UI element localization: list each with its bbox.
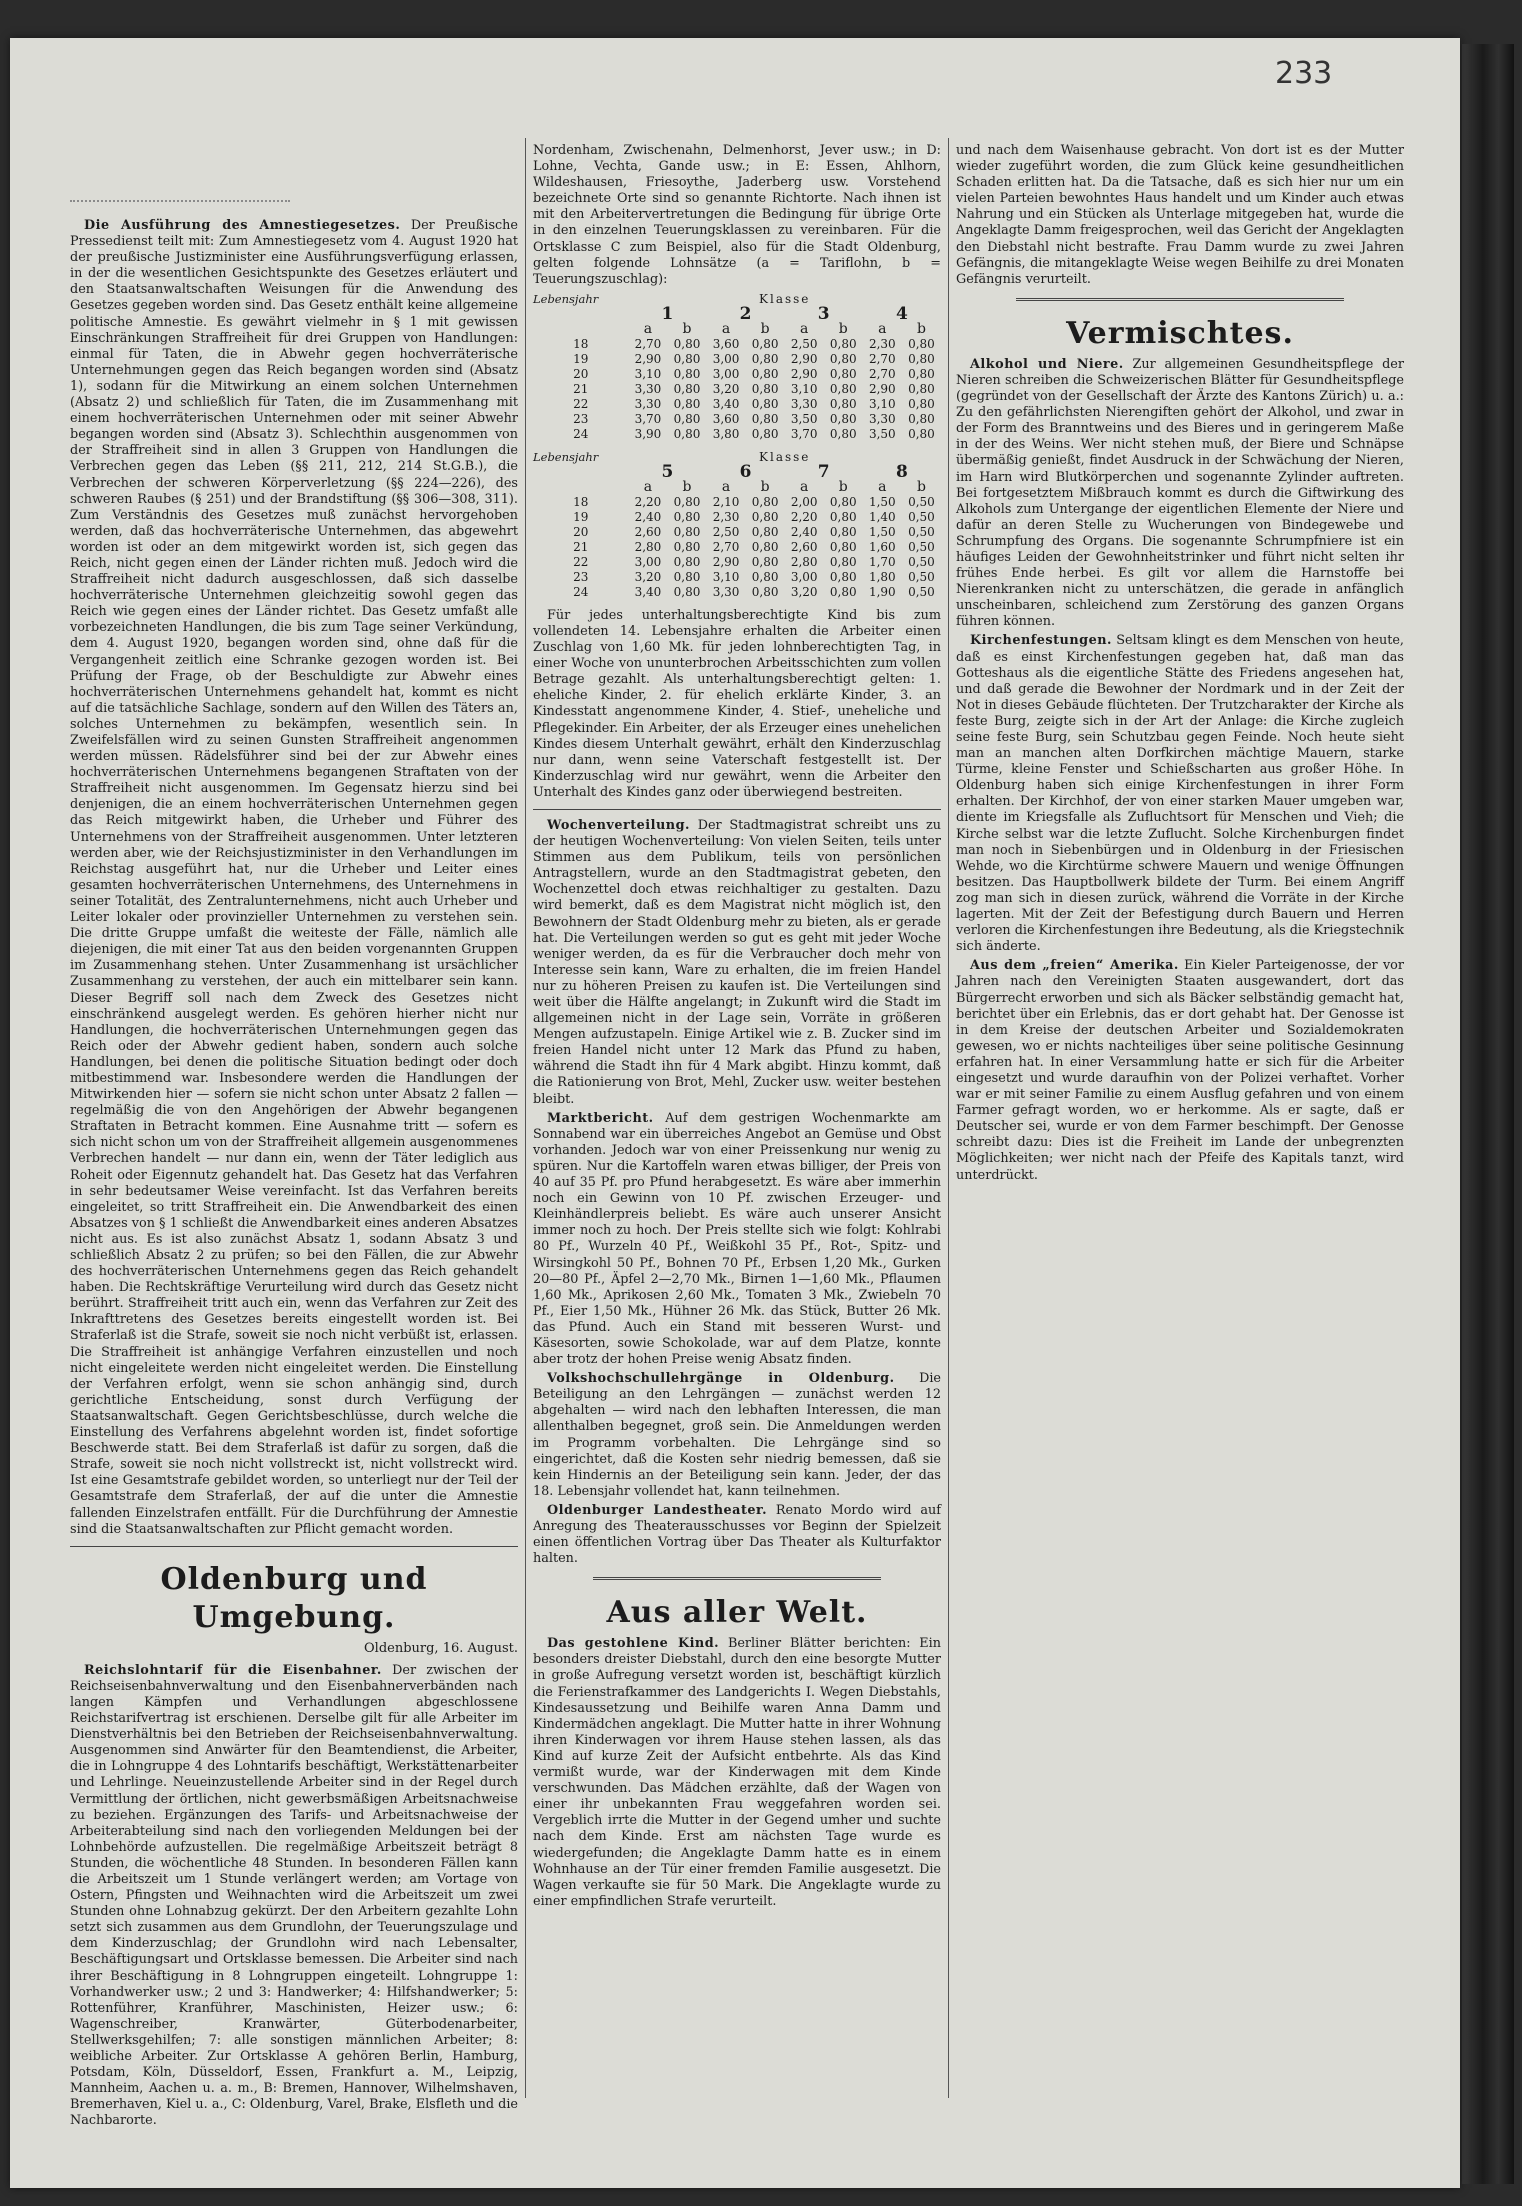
table-cell: 3,00 [712,351,740,366]
table-cell: 0,80 [829,351,857,366]
table-cell: 0,80 [751,509,779,524]
table-ab-header: a [643,478,653,495]
table-cell: 3,70 [634,411,662,426]
article-text: Der zwischen der Reichseisenbahnverwaltung und den Eisenbahnerverbänden nach langen Kämpfen und Verhandlungen abgeschlossene Reichstarifvertrag ist erschienen. Derselbe gilt für alle Arbeiter im Dienstverhältnis bei den Betrieben der Reichseisenbahnverwaltung. Ausgenommen sind Anwärter für den Beamtendienst, die Arbeiter, die in Lohngruppe 4 des Lohntarifs beschäftigt, Werkstättenarbeiter und Lehrlinge. Neueinzustellende Arbeiter sind in der Regel durch Vermittlung der örtlichen, nicht gewerbsmäßigen Arbeitsnachweise zu beziehen. Ergänzungen des Tarifs- und Arbeitsnachweise der Arbeiterabteilung sind nach den vorliegenden Meldungen bei der Lohnbehörde aufzustellen. Die regelmäßige Arbeitszeit beträgt 8 Stunden, die wöchentliche 48 Stunden. In besonderen Fällen kann die Arbeitszeit um 1 Stunde verlängert werden; am Vortage von Ostern, Pfingsten und Weihnachten wird die Arbeitszeit um zwei Stunden ohne Lohnabzug gekürzt. Der den Arbeitern gezahlte Lohn setzt sich zusammen aus dem Grundlohn, der Teuerungszulage und dem Kinderzuschlag; der Grundlohn wird nach Lebensalter, Beschäftigungsart und Ortsklasse bemessen. Die Arbeiter sind nach ihrer Beschäftigung in 8 Lohngruppen eingeteilt. Lohngruppe 1: Vorhandwerker usw.; 2 und 3: Handwerker; 4: Hilfshandwerker; 5: Rottenführer, Kranführer, Maschinisten, Heizer usw.; 6: Wagenschreiber, Kranwärter, Güterbodenarbeiter, Stellwerksgehilfen; 7: alle sonstigen männlichen Arbeiter; 8: weibliche Arbeiter. Zur Ortsklasse A gehören Berlin, Hamburg, Potsdam, Köln, Düsseldorf, Essen, Frankfurt a. M., Leipzig, Mannheim, Aachen u. a. m., B: Bremen, Hannover, Wilhelmshaven, Bremerhaven, Kiel u. a., C: Oldenburg, Varel, Brake, Elsfleth und die Nachbarorte. [70,1662,518,2129]
table-row [533,382,941,397]
table-cell: 0,80 [829,584,857,599]
table-cell: 2,10 [712,494,740,509]
table-cell: 2,00 [790,494,818,509]
column-rule [948,138,949,2098]
table-cell: 21 [573,539,589,554]
table-cell: 0,80 [829,381,857,396]
article-lohntarif [70,1663,518,2130]
table-cell: 20 [573,524,589,539]
table-row [533,412,941,427]
table-ab-header: b [916,320,926,337]
table-cell: 3,00 [790,569,818,584]
table-cell: 0,80 [829,494,857,509]
table-row [533,585,941,600]
table-cell: 0,80 [751,554,779,569]
table-row [533,570,941,585]
table-cell: 0,80 [829,554,857,569]
table-cell: 0,80 [829,569,857,584]
table-ab-header: b [838,320,848,337]
table-cell: 0,80 [673,396,701,411]
table-cell: 1,80 [868,569,896,584]
table-cell: 19 [573,351,589,366]
table-label: Lebensjahr [533,449,599,464]
table-cell: 1,40 [868,509,896,524]
article-marktbericht [533,1111,941,1369]
table-cell: 0,80 [751,336,779,351]
table-cell: 0,80 [673,426,701,441]
table-cell: 0,80 [673,351,701,366]
table-cell: 0,80 [751,396,779,411]
table-cell: 0,80 [908,426,935,441]
table-cell: 0,80 [751,426,779,441]
divider [593,1577,881,1580]
table-cell: 18 [573,336,589,351]
table-cell: 0,80 [673,569,701,584]
article-lead: Aus dem „freien“ Amerika. [970,958,1179,974]
article-lead: Oldenburger Landestheater. [547,1502,768,1518]
article-volkshochschule [533,1371,941,1500]
table-cell: 2,40 [634,509,662,524]
table-cell: 3,60 [712,411,740,426]
book-binding [1462,44,1514,2184]
table-cell: 3,40 [712,396,740,411]
table-cell: 0,80 [829,336,857,351]
table-ab-header: b [682,478,692,495]
table-label: Lebensjahr [533,291,599,306]
table-cell: 0,50 [908,509,935,524]
table-ab-header: b [760,320,770,337]
column-rule [525,138,526,2098]
table-cell: 3,30 [634,381,662,396]
table-cell: 0,80 [751,524,779,539]
table-group-number: 5 [661,461,674,482]
table-cell: 24 [573,426,589,441]
table-group-number: 6 [739,461,752,482]
article-text: Renato Mordo wird auf Anregung des Theaterausschusses vor Beginn der Spielzeit einen öffentlichen Vortrag über Das Theater als Kulturfaktor halten. [533,1502,941,1567]
table-cell: 0,80 [751,494,779,509]
table-ab-header: a [721,478,731,495]
article-lead: Die Ausführung des Amnestiegesetzes. [84,218,401,233]
table-cell: 0,80 [908,351,935,366]
article-amnestie [70,218,518,1538]
table-cell: 22 [573,396,589,411]
table-ab-row [533,480,941,495]
newspaper-page [10,38,1460,2188]
table-cell: 0,80 [673,411,701,426]
table-cell: 2,80 [790,554,818,569]
article-lead: Wochenverteilung. [547,817,691,833]
table-cell: 2,90 [790,366,818,381]
table-cell: 0,80 [751,381,779,396]
table-cell: 0,80 [829,524,857,539]
table-ab-header: a [878,320,887,337]
article-text: Zur allgemeinen Gesundheitspflege der Nieren schreiben die Schweizerischen Blätter für Gesundheitspflege (gegründet von der Gesellschaft der Ärzte des Kantons Zürich) u. a.: Zu den gefährlichsten Nierengiften gehört der Alkohol, und zwar in der Form des Branntweins und des Bieres und in geringerem Maße in der des Weins. Wer nicht stehen muß, der Biere und Schnäpse übermäßig genießt, findet Ausdruck in der Schwächung der Nieren, im Harn wird Blutkörperchen und sogenannte Zylinder auftreten. Bei fortgesetztem Mißbrauch kommt es durch die Giftwirkung des Alkohols zum Untergange der eigentlichen Elemente der Niere und dafür an deren Stelle zu Wucherungen von Bindegewebe und Schrumpfung des Organs. Die sogenannte Schrumpfniere ist ein häufiges Leiden der Gewohnheitstrinker und führt nicht selten ihr frühes Ende herbei. Es gilt vor allem die Harnstoffe bei Nierenkranken nicht zu unterschätzen, die gerade in anfänglich unscheinbaren, schleichend zum Zerstörung des ganzen Organs führen können. [956,356,1405,630]
table-row [533,427,941,442]
article-alkohol [956,357,1404,631]
table-cell: 2,50 [712,524,740,539]
table-cell: 1,70 [868,554,896,569]
table-cell: 0,80 [673,539,701,554]
article-text: Seltsam klingt es dem Menschen von heute, daß es einst Kirchenfestungen gegeben hat, daß man das Gotteshaus als die eigentliche Stätte des Friedens angesehen hat, und daß gerade die Bewohner der Nordmark und in der Zeit der Not in dieses Gebäude flüchteten. Der Trutzcharakter der Kirche als feste Burg, zeigte sich in der Art der Anlage: die Kirche zugleich seine feste Burg, sein Schutzbau gegen Feinde. Noch heute sieht man an manchen alten Dorfkirchen mächtige Mauern, starke Türme, kleine Fenster und Schießscharten aus großer Höhe. In Oldenburg haben sich einige Kirchenfestungen in ihrer Form erhalten. Der Kirchhof, der von einer starken Mauer umgeben war, diente im Kriegsfalle als Zufluchtsort für Menschen und Vieh; die Kirche selbst war die letzte Zuflucht. Solche Kirchenburgen findet man noch in Siebenbürgen und in Oldenburg in der Friesischen Wehde, wo die Kirchtürme schwere Mauern und wenige Öffnungen besitzen. Das Hauptbollwerk bildete der Turm. Bei einem Angriff zog man sich in diesen zurück, während die Vorräte in der Kirche lagerten. Mit der Zeit der Befestigung durch Bauern und Herren verloren die Kirchenfestungen ihre Bedeutung, als die Kriegstechnik sich änderte. [956,633,1404,955]
table-row [533,397,941,412]
table-cell: 0,80 [751,569,779,584]
table-cell: 0,80 [829,509,857,524]
table-cell: 0,80 [673,381,701,396]
table-row [533,337,941,352]
table-cell: 3,90 [634,426,662,441]
table-cell: 2,40 [790,524,818,539]
table-cell: 23 [573,569,589,584]
table-cell: 0,80 [829,411,857,426]
table-cell: 0,80 [673,494,701,509]
table-cell: 0,50 [908,584,935,599]
table-ab-header: b [916,478,926,495]
divider [70,1546,518,1547]
table-cell: 0,80 [673,366,701,381]
table-ab-row [533,322,941,337]
table-cell: 3,80 [712,426,740,441]
table-cell: 3,30 [712,584,740,599]
table-cell: 2,60 [790,539,818,554]
table-cell: 2,70 [868,366,896,381]
table-cell: 2,80 [634,539,662,554]
table-group-number: 1 [661,303,674,324]
table-cell: 3,40 [634,584,662,599]
table-cell: 3,10 [634,366,662,381]
table-cell: 1,90 [868,584,896,599]
table-cell: 0,80 [673,336,701,351]
table-ab-header: b [760,478,770,495]
table-cell: 19 [573,509,589,524]
table-group-number: 3 [817,303,830,324]
section-title-welt: Aus aller Welt. [606,1595,868,1631]
table-cell: 1,50 [868,524,896,539]
table-cell: 0,80 [829,426,857,441]
table-cell: 0,50 [908,539,935,554]
faded-header [70,186,290,202]
article-amerika [956,958,1404,1183]
table-cell: 3,30 [634,396,662,411]
table-ab-header: b [682,320,692,337]
article-lead: Reichslohntarif für die Eisenbahner. [84,1662,382,1678]
table-cell: 3,30 [790,396,818,411]
table-cell: 0,80 [829,396,857,411]
table-cell: 0,80 [673,554,701,569]
table-cell: 0,80 [908,366,935,381]
table-cell: 2,70 [868,351,896,366]
table-cell: 2,20 [790,509,818,524]
table-cell: 0,80 [908,336,935,351]
article-text: Ein Kieler Parteigenosse, der vor Jahren nach den Vereinigten Staaten ausgewandert, dort das Bürgerrecht erworben und sich als Bäcker selbständig gemacht hat, berichtet über ein Erlebnis, das er dort gehabt hat. Der Genosse ist in dem Kreise der deutschen Arbeiter und Sozialdemokraten gewesen, wo er nichts nachteiliges über seine politische Gesinnung erfahren hat. In einer Versammlung hatte er sich für die Arbeiter eingesetzt und wurde daraufhin von der Polizei verhaftet. Vorher war er mit seiner Familie zu einem Ausflug gefahren und von einem Farmer gefragt worden, wo er herkomme. Als er sagte, daß er Deutscher sei, wurde er von dem Farmer beschimpft. Der Genosse schreibt dazu: Dies ist die Freiheit im Lande der unbegrenzten Möglichkeiten; wer nicht nach der Pfeife des Kapitals tanzt, wird unterdrückt. [956,958,1404,1183]
table-cell: 2,70 [634,336,662,351]
article-lead: Kirchenfestungen. [970,633,1112,649]
table-cell: 1,60 [868,539,896,554]
table-klasse: Klasse [759,449,811,464]
table-cell: 3,10 [712,569,740,584]
table-klasse: Klasse [759,291,811,306]
table-cell: 3,70 [790,426,818,441]
article-text: Berliner Blätter berichten: Ein besonders dreister Diebstahl, durch den eine besorgte Mutter in große Aufregung versetzt worden ist, beschäftigt kürzlich die Ferienstrafkammer des Landgerichts I. Wegen Diebstahls, Kindesaussetzung und Beihilfe waren Anna Damm und Kindermädchen angeklagt. Die Mutter hatte in ihrer Wohnung ihren Kinderwagen vor ihrem Hause stehen lassen, als das Kind auf kurze Zeit der Aufsicht entbehrte. Als das Kind vermißt wurde, war der Kinderwagen mit dem Kinde verschwunden. Das Mädchen erzählte, daß der Wagen von einer ihr unbekannten Frau weggefahren worden sei. Vergeblich irrte die Mutter in der Gegend umher und suchte nach dem Kinde. Erst am nächsten Tage wurde es wiedergefunden; die Angeklagte Damm hatte es in einem Wohnhause an der Tür einer fremden Familie ausgesetzt. Die Wagen verkaufte sie für 50 Mark. Die Angeklagte wurde zu einer empfindlichen Strafe verurteilt. [533,1636,941,1909]
table-cell: 0,80 [751,351,779,366]
table-group-number: 4 [895,303,908,324]
table-cell: 3,60 [712,336,740,351]
table-group-number: 7 [817,461,830,482]
table-cell: 2,20 [634,494,662,509]
table-cell: 24 [573,584,589,599]
wage-table-1 [533,292,941,442]
table-cell: 3,20 [634,569,662,584]
article-kirchenfestungen [956,633,1404,955]
table-cell: 2,50 [790,336,818,351]
article-theater [533,1503,941,1567]
table-cell: 3,10 [868,396,896,411]
article-text: Die Beteiligung an den Lehrgängen — zunächst werden 12 abgehalten — wird nach den lebhaften Interessen, die man allenthalben begegnet, groß sein. Die Anmeldungen werden im Programm vorbehalten. Die Lehrgänge sind so eingerichtet, daß die Kosten sehr niedrig bemessen, daß sie kein Hindernis an der Beteiligung sein kann. Jeder, der das 18. Lebensjahr vollendet hat, kann teilnehmen. [533,1371,941,1499]
article-lead: Volkshochschullehrgänge in Oldenburg. [547,1371,895,1387]
article-lead: Marktbericht. [547,1110,654,1126]
article-kinderzuschlag: Für jedes unterhaltungsberechtigte Kind bis zum vollendeten 14. Lebensjahre erhalten die Arbeiter einen Zuschlag von 1,60 Mk. für jeden lohnberechtigten Tag, in einer Woche von ununterbrochen Arbeitsschichten zum vollen Betrage gezahlt. Als unterhaltungsberechtigt gelten: 1. eheliche Kinder, 2. für ehelich erklärte Kinder, 3. an Kindesstatt angenommene Kinder, 4. Stief-, uneheliche und Pflegekinder. Ein Arbeiter, der als Erzeuger eines unehelichen Kindes diesem Unterhalt gewährt, erhält den Kinderzuschlag nur dann, wenn seine Vaterschaft festgestellt ist. Der Kinderzuschlag wird nur gewährt, wenn die Arbeiter den Unterhalt des Kindes ganz oder überwiegend bestreiten. [533,607,941,800]
table-cell: 0,80 [908,396,935,411]
table-cell: 3,50 [868,426,896,441]
table-cell: 2,60 [634,524,662,539]
table-cell: 3,00 [634,554,662,569]
table-ab-header: b [838,478,848,495]
table-cell: 3,30 [868,411,896,426]
table-group-row [533,307,941,322]
table-row [533,367,941,382]
article-wochenverteilung [533,818,941,1108]
table-row [533,525,941,540]
table-cell: 3,20 [712,381,740,396]
table-ab-header: a [643,320,653,337]
dateline: Oldenburg, 16. August. [364,1640,518,1656]
table-ab-header: a [800,320,809,337]
page-number: 233 [1275,56,1333,91]
table-cell: 3,50 [790,411,818,426]
table-cell: 2,90 [712,554,740,569]
table-cell: 2,30 [712,509,740,524]
table-cell: 0,50 [908,569,935,584]
table-cell: 2,70 [712,539,740,554]
table-row [533,510,941,525]
section-title-oldenburg: Oldenburg und Umgebung. [160,1561,428,1635]
table-cell: 20 [573,366,589,381]
table-cell: 0,80 [751,366,779,381]
column-2 [533,143,941,2133]
section-title-vermischtes: Vermischtes. [1066,315,1294,351]
table-cell: 3,20 [790,584,818,599]
table-cell: 0,80 [751,539,779,554]
table-row [533,555,941,570]
table-ab-header: a [721,320,731,337]
table-ab-header: a [878,478,887,495]
article-text: Der Stadtmagistrat schreibt uns zu der heutigen Wochenverteilung: Von vielen Seiten, teils unter Stimmen aus dem Publikum, teils von persönlichen Antragstellern, wurde an den Stadtmagistrat gebeten, den Wochenzettel doch etwas reichhaltiger zu gestalten. Dazu wird bemerkt, daß es dem Magistrat nicht möglich ist, den Bewohnern der Stadt Oldenburg mehr zu bieten, als er gerade hat. Die Verteilungen werden so gut es geht mit jeder Woche weniger werden, da es für die Verbraucher doch mehr von Interesse sein kann, Ware zu erhalten, die im freien Handel nur zu höheren Preisen zu kaufen ist. Die Verteilungen sind weit über die Hälfte angelangt; in Zukunft wird die Stadt im allgemeinen nicht in der Lage sein, Vorräte in größeren Mengen aufzustapeln. Einige Artikel wie z. B. Zucker sind im freien Handel nicht unter 12 Mark das Pfund zu haben, während die Stadt ihn für 4 Mark abgibt. Hinzu kommt, daß die Rationierung von Brot, Mehl, Zucker usw. weiter bestehen bleibt. [533,817,941,1107]
table-cell: 0,80 [673,524,701,539]
table-cell: 21 [573,381,589,396]
table-row [533,495,941,510]
table-cell: 2,90 [634,351,662,366]
article-text: Auf dem gestrigen Wochenmarkte am Sonnabend war ein überreiches Angebot an Gemüse und Obst vorhanden. Jedoch war von einer Preissenkung nur wenig zu spüren. Nur die Kartoffeln waren etwas billiger, der Preis von 40 auf 35 Pf. pro Pfund herabgesetzt. Es wäre aber immerhin noch ein Gewinn von 10 Pf. zwischen Erzeuger- und Kleinhändlerpreis beliebt. Es wäre auch unserer Ansicht immer noch zu hoch. Der Preis stellte sich wie folgt: Kohlrabi 80 Pf., Wurzeln 40 Pf., Weißkohl 35 Pf., Rot-, Spitz- und Wirsingkohl 50 Pf., Bohnen 70 Pf., Erbsen 1,20 Mk., Gurken 20—80 Pf., Äpfel 2—2,70 Mk., Birnen 1—1,60 Mk., Pflaumen 1,60 Mk., Aprikosen 2,60 Mk., Tomaten 3 Mk., Zwiebeln 70 Pf., Eier 1,50 Mk., Hühner 26 Mk. das Stück, Butter 26 Mk. das Pfund. Auch ein Stand mit besseren Wurst- und Käsesorten, sowie Schokolade, war auf dem Platze, konnte aber trotz der hohen Preise wenig Absatz finden. [533,1110,941,1368]
table-cell: 2,90 [790,351,818,366]
table-group-row [533,465,941,480]
column-3 [956,143,1404,2123]
table-cell: 0,80 [673,584,701,599]
article-lead: Alkohol und Niere. [970,356,1124,372]
divider [533,809,941,810]
table-cell: 2,90 [868,381,896,396]
table-cell: 0,50 [908,494,935,509]
table-cell: 0,80 [829,366,857,381]
table-group-number: 2 [739,303,752,324]
table-cell: 18 [573,494,589,509]
table-group-number: 8 [895,461,908,482]
wage-table-2 [533,450,941,600]
table-cell: 0,80 [751,411,779,426]
table-cell: 0,80 [751,584,779,599]
table-cell: 0,50 [908,554,935,569]
table-cell: 1,50 [868,494,896,509]
column-1 [70,218,518,2129]
article-lead: Das gestohlene Kind. [547,1636,720,1652]
table-cell: 0,80 [829,539,857,554]
divider [1016,298,1344,301]
article-continuation: Nordenham, Zwischenahn, Delmenhorst, Jever usw.; in D: Lohne, Vechta, Gande usw.; in E: Essen, Ahlhorn, Wildeshausen, Friesoythe, Jaderberg usw. Vorstehend bezeichnete Orte sind so genannte Richtorte. Nach ihnen ist mit den Arbeitervertretungen die Bedingung für übrige Orte in den einzelnen Teuerungsklassen zu vereinbaren. Für die Ortsklasse C zum Beispiel, also für die Stadt Oldenburg, gelten folgende Lohnsätze (a = Tariflohn, b = Teuerungszuschlag): [533,143,941,287]
article-continuation: und nach dem Waisenhause gebracht. Von dort ist es der Mutter wieder zugeführt worden, die zum Glück keine gesundheitlichen Schaden erlitten hat. Da die Tatsache, daß es sich hier nur um ein vielen Parteien bewohntes Haus handelt und um Kinder auch etwas Nahrung und ein Stücken als Unterlage mitgegeben hat, wurde die Angeklagte Damm freigesprochen, weil das Gericht der Angeklagten den Diebstahl nicht bestrafte. Frau Damm wurde zu zwei Jahren Gefängnis, die mitangeklagte Weise wegen Beihilfe zu drei Monaten Gefängnis verurteilt. [956,143,1404,287]
table-cell: 23 [573,411,589,426]
table-cell: 0,80 [908,411,935,426]
article-kind [533,1636,941,1910]
table-row [533,540,941,555]
table-cell: 3,00 [712,366,740,381]
table-cell: 0,80 [908,381,935,396]
table-ab-header: a [800,478,809,495]
table-cell: 0,50 [908,524,935,539]
table-cell: 0,80 [673,509,701,524]
article-text: Der Preußische Pressedienst teilt mit: Zum Amnestiegesetz vom 4. August 1920 hat der preußische Justizminister eine Ausführungsverfügung erlassen, in der die wesentlichen Gesichtspunkte des Gesetzes erläutert und den Staatsanwaltschaften Weisungen für die Anwendung des Gesetzes gegeben worden sind. Das Gesetz enthält keine allgemeine politische Amnestie. Es gewährt vielmehr in § 1 mit gewissen Einschränkungen Straffreiheit für drei Gruppen von Handlungen: einmal für Taten, die in Abwehr gegen hochverräterische Unternehmungen gegen das Reich begangen worden sind (Absatz 1), sodann für die Mitwirkung an einem solchen Unternehmen (Absatz 2) und schließlich für Taten, die im Zusammenhang mit einem hochverräterischen Unternehmen oder mit seiner Abwehr begangen worden sind (Absatz 3). Schlechthin ausgenommen von der Straffreiheit sind in allen 3 Gruppen von Handlungen die Verbrechen gegen das Leben (§§ 211, 212, 214 St.G.B.), die Verbrechen der schweren Körperverletzung (§§ 224—226), des schweren Raubes (§ 251) und der Brandstiftung (§§ 306—308, 311). Zum Verständnis des Gesetzes muß zunächst hervorgehoben werden, daß das hochverräterische Unternehmen, das abgewehrt worden ist oder an dem mitgewirkt worden ist, sich gegen das Reich, nicht gegen einen der Länder richten muß. Jedoch wird die Straffreiheit nicht dadurch ausgeschlossen, daß sich dasselbe hochverräterische Unternehmen gleichzeitig sowohl gegen das Reich wie gegen eines der Länder richtet. Das Gesetz umfaßt alle vorbezeichneten Handlungen, die bis zum Tage seiner Verkündung, dem 4. August 1920, begangen worden sind, ohne daß für die Vergangenheit zeitlich eine Schranke gezogen worden ist. Bei Prüfung der Frage, ob der Beschuldigte zur Abwehr eines hochverräterischen Unternehmens gehandelt hat, kommt es nicht auf die tatsächliche Sachlage, sondern auf den Willen des Täters an, solches Unternehmen zu bekämpfen, wesentlich sein. In Zweifelsfällen wird zu seinen Gunsten Straffreiheit angenommen werden müssen. Rädelsführer sind bei der zur Abwehr eines hochverräterischen Unternehmens begangenen Straftaten von der Straffreiheit nicht ausgenommen. Im Gegensatz hierzu sind bei denjenigen, die an einem hochverräterischen Unternehmen gegen das Reich mitgewirkt haben, die Urheber und Führer des Unternehmens von der Straffreiheit ausgenommen. Unter letzteren werden aber, wie der Reichsjustizminister in den Verhandlungen im Reichstag ausgeführt hat, nur die Urheber und Leiter eines gesamten hochverräterischen Unternehmens, des Unternehmens in seiner Totalität, des Zentralunternehmens, nicht auch Urheber und Leiter lokaler oder provinzieller Unternehmen zu verstehen sein. Die dritte Gruppe umfaßt die weiteste der Fälle, nämlich alle diejenigen, die mit einer Tat aus den beiden vorgenannten Gruppen im Zusammenhang stehen. Unter Zusammenhang ist ursächlicher Zusammenhang zu verstehen, der auch ein mittelbarer sein kann. Dieser Begriff soll nach dem Zweck des Gesetzes nicht einschränkend ausgelegt werden. Es gehören hierher nicht nur Handlungen, die hochverräterischen Unternehmungen gegen das Reich oder der Abwehr gedient haben, sondern auch solche Handlungen, bei denen die politische Situation bedingt oder doch mitbestimmend war. Insbesondere werden die Handlungen der Mitwirkenden hier — sofern sie nicht schon unter Absatz 2 fallen — regelmäßig die von den Angehörigen der Abwehr begangenen Straftaten in Betracht kommen. Eine Ausnahme tritt — sofern es sich nicht schon um von der Straffreiheit allgemein ausgenommenes Verbrechen handelt — nur dann ein, wenn der Täter lediglich aus Roheit oder Eigennutz gehandelt hat. Das Gesetz hat das Verfahren in sehr bedeutsamer Weise vereinfacht. Ist das Verfahren bereits eingeleitet, so tritt Straffreiheit ein. Die Anwendbarkeit des einen Absatzes von § 1 schließt die Anwendbarkeit eines anderen Absatzes nicht aus. Es ist also zunächst Absatz 1, sodann Absatz 3 und schließlich Absatz 2 zu prüfen; so bei den Fällen, die zur Abwehr des hochverräterischen Unternehmens gegen das Reich gehandelt haben. Die Rechtskräftige Verurteilung wird durch das Gesetz nicht berührt. Straffreiheit tritt auch ein, wenn das Verfahren zur Zeit des Inkrafttretens des Gesetzes bereits eingestellt worden ist. Bei Straferlaß ist die Strafe, soweit sie noch nicht verbüßt ist, erlassen. Die Straffreiheit ist anhängige Verfahren einzustellen und noch nicht eingeleitete werden nicht eingeleitet werden. Die Einstellung der Verfahren erfolgt, wenn sie schon anhängig sind, durch gerichtliche Entscheidung, sonst durch Verfügung der Staatsanwaltschaft. Gegen Gerichtsbeschlüsse, durch welche die Einstellung des Verfahrens abgelehnt worden ist, findet sofortige Beschwerde statt. Bei dem Straferlaß ist dafür zu sorgen, daß die Strafe, soweit sie noch nicht vollstreckt ist, nicht vollstreckt wird. Ist eine Gesamtstrafe gebildet worden, so unterliegt nur der Teil der Gesamtstrafe dem Straferlaß, der auf die unter die Amnestie fallenden Einzelstrafen entfällt. Für die Durchführung der Amnestie sind die Staatsanwaltschaften zur Pflicht gemacht worden. [70,218,518,1537]
table-cell: 22 [573,554,589,569]
table-cell: 3,10 [790,381,818,396]
table-row [533,352,941,367]
table-cell: 2,30 [868,336,896,351]
